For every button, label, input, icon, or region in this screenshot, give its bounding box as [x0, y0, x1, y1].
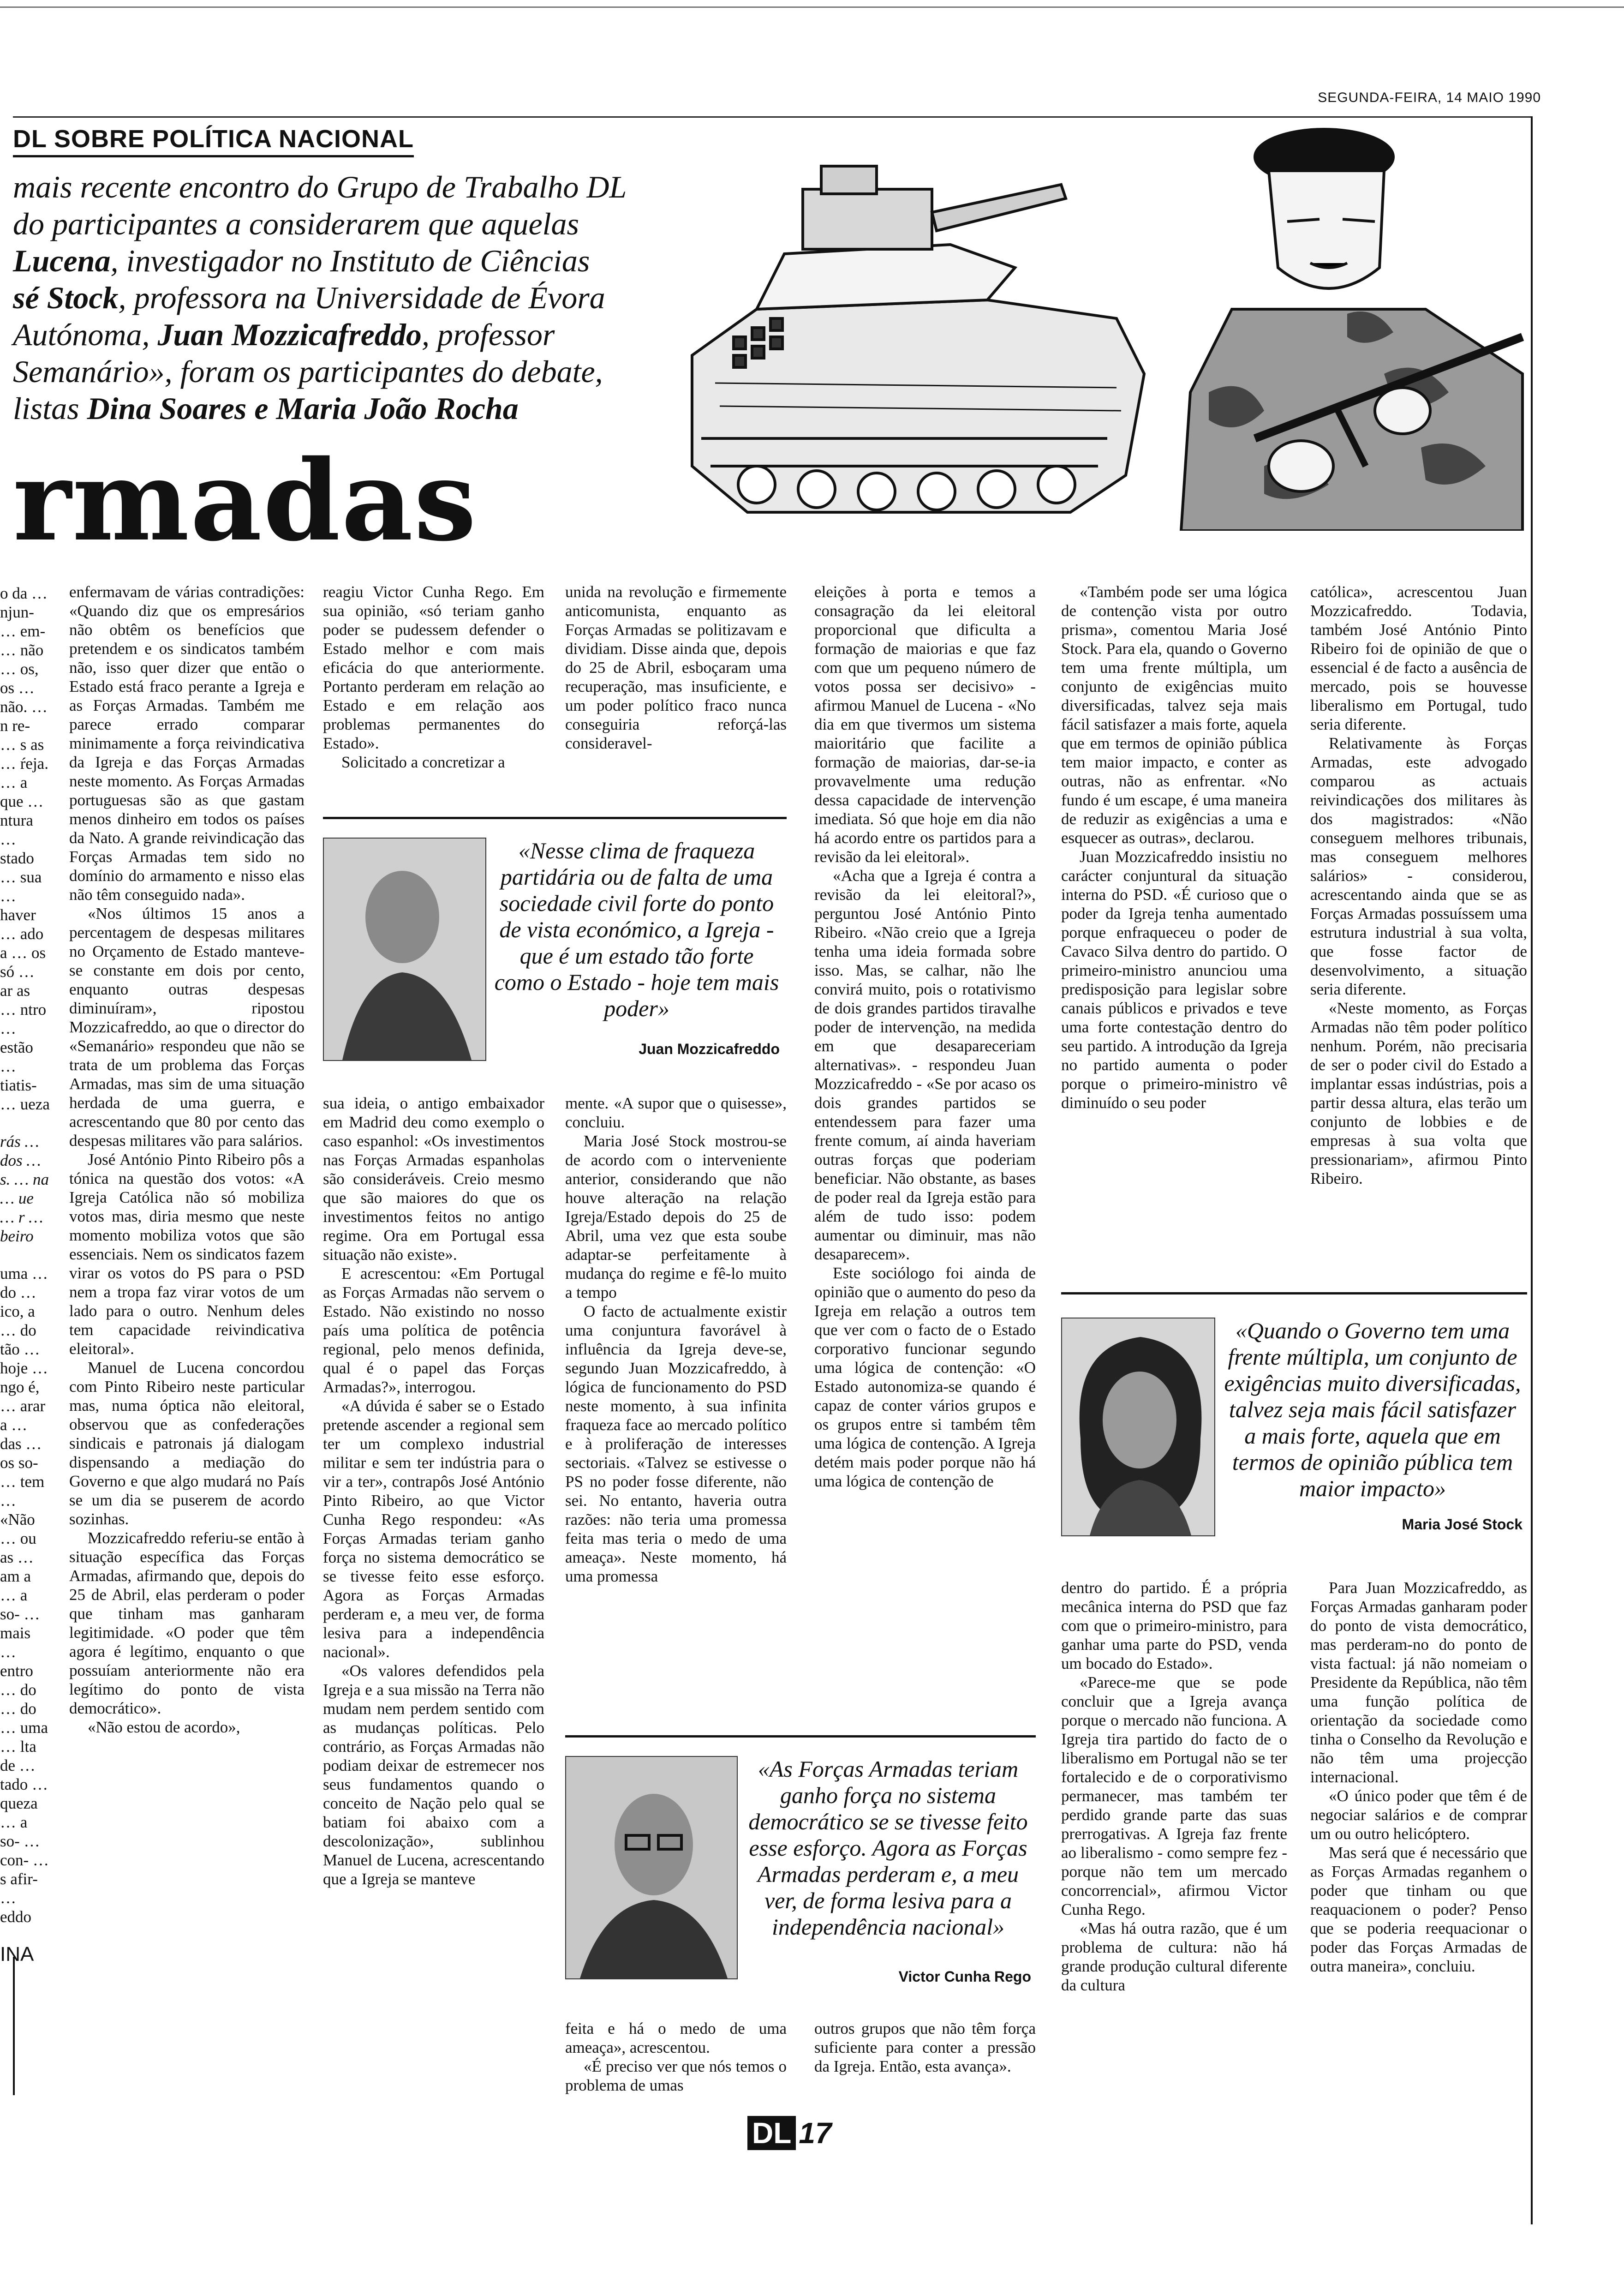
standfirst-line: Autónoma, Juan Mozzicafreddo, professor [13, 317, 555, 352]
article-column-5: «Também pode ser uma lógica de contenção vista por outro prisma», comentou Maria José Stock. Para ela, quando o Governo tem uma frente múltipla, um conjunto de exigências muito diversificadas, talvez seja mais fácil satisfazer a mais forte, aquela que em termos de opinião pública tem maior impacto, e conter as outras, não as enfrentar. «No fundo é um escape, é uma maneira de reduzir as exigências a uma e esquecer as outras», declarou. Juan Mozzicafreddo insistiu no carácter conjuntural da situação interna do PSD. «É curioso que o poder da Igreja tenha aumentado porque enfraqueceu o poder de Cavaco Silva dentro do partido. O primeiro-ministro anunciou uma predisposição para legislar sobre canais públicos e privados e teve uma forte contestação dentro do seu partido. A introdução da Igreja no partido aumenta o poder porque o primeiro-ministro vê diminuído o seu poder [1061, 583, 1287, 1112]
standfirst-line: sé Stock, professora na Universidade de Évora [13, 280, 605, 315]
article-column-5-bottom: dentro do partido. É a própria mecânica interna do PSD que faz com que o primeiro-ministro, para ganhar uma parte do PSD, venda um bocado do Estado». «Parece-me que se pode concluir que a Igreja avança porque o mercado não funciona. A Igreja tira partido do facto de o liberalismo em Portugal não se ter fortalecido e de o corporativismo permanecer, mas também ter perdido grande parte das suas prerrogativas. A Igreja faz frente ao liberalismo - como sempre fez - porque não tem um mercado concorrencial», afirmou Victor Cunha Rego. «Mas há outra razão, que é um problema de cultura: não há grande produção cultural diferente da cultura [1061, 1579, 1287, 1994]
standfirst-line: listas Dina Soares e Maria João Rocha [13, 391, 519, 426]
standfirst-line: do participantes a considerarem que aquelas [13, 206, 579, 241]
article-column-1: enfermavam de várias contradições: «Quando diz que os empresários não obtêm os benefícios que pretendem e os sindicatos também não, isso quer dizer que então o Estado está fraco perante a Igreja e as Forças Armadas. Também me parece errado comparar minimamente a força reivindicativa da Igreja e das Forças Armadas neste momento. As Forças Armadas portuguesas são as que gastam menos dinheiro em todos os países da Nato. A grande reivindicação das Forças Armadas tem sido no domínio do armamento e nisso elas não têm conseguido nada». «Nos últimos 15 anos a percentagem de despesas militares no Orçamento de Estado manteve-se constante em dois por cento, enquanto outras despesas diminuíram», ripostou Mozzicafreddo, ao que o director do «Semanário» respondeu que não se trata de um problema das Forças Armadas, mas sim de uma situação herdada de uma guerra, e acrescentando que 80 por cento das despesas militares vão para salários. José António Pinto Ribeiro pôs a tónica na questão dos votos: «A Igreja Católica não só mobiliza votos mas, diria mesmo que neste momento mobiliza votos que são essenciais. Nem os sindicatos fazem virar os votos do PS para o PSD nem a tropa faz virar votos de um lado para o outro. Nenhum deles tem capacidade reivindicativa eleitoral». Manuel de Lucena concordou com Pinto Ribeiro neste particular mas, numa óptica não eleitoral, observou que as confederações sindicais e patronais já dialogam dispensando a mediação do Governo e que algo mudará no País se um dia se puserem de acordo sozinhas. Mozzicafreddo referiu-se então à situação específica das Forças Armadas, afirmando que, depois do 25 de Abril, elas perderam o poder que tinham mas ganharam legitimidade. «O poder que têm agora é legítimo, enquanto o que possuíam anteriormente não era legítimo do ponto de vista democrático». «Não estou de acordo», [69, 583, 304, 1736]
column-cut-left: o da … njun- … em- … não … os, os … não. … n re- … s as … ŕeja. … a que … ntura … stado … sua … haver … ado a … os só … ar as … ntro … estão … tiatis- … ueza rás … dos … s. … na … ue … r … beiro uma … do … ico, a … do tão … hoje … ngo é, … arar a … das … os so- … tem … «Não … ou as … am a … a so- … mais … entro … do … do … uma … lta de … tado … queza … a so- … con- … s afir- … eddo INA [0, 584, 50, 1965]
portrait-photo [1061, 1318, 1215, 1536]
article-column-6-bottom: Para Juan Mozzicafreddo, as Forças Armadas ganharam poder do ponto de vista democrático, mas perderam-no do ponto de vista factual: já não nomeiam o Presidente da República, não têm uma função política de orientação da sociedade como tinha o Conselho da Revolução e não têm uma projecção internacional. «O único poder que têm é de negociar salários e de comprar um ou outro helicóptero. Mas será que é necessário que as Forças Armadas reganhem o poder que tinham ou que reaquacionem o poder? Penso que se poderia reequacionar o poder das Forças Armadas de outra maneira», concluiu. [1310, 1579, 1527, 1975]
tank-soldier-illustration [664, 115, 1532, 531]
pullquote-byline: Maria José Stock [1402, 1516, 1522, 1533]
article-column-4: eleições à porta e temos a consagração da lei eleitoral proporcional que dificulta a formação de maiorias e que faz com que um pequeno número de votos possa ser decisivo» - afirmou Manuel de Lucena - «No dia em que tivermos um sistema maioritário que facilite a formação de maiorias, dar-se-ia provavelmente uma redução dessa capacidade de intervenção imediata. Só que hoje em dia não há acordo entre os partidos para a revisão da lei eleitoral». «Acha que a Igreja é contra a revisão da lei eleitoral?», perguntou José António Pinto Ribeiro. «Não creio que a Igreja tenha uma ideia formada sobre isso. Mas, se calhar, não lhe convirá muito, pois o rotativismo de dois grandes partidos tiravalhe poder de intervenção, na medida em que desapareceriam alternativas». - respondeu Juan Mozzicafreddo - «Se por acaso os dois grandes partidos se entendessem para fazer uma frente comum, aí ainda haveriam outras forças que poderiam beneficiar. Não obstante, as bases de poder real da Igreja estão para além de tudo isso: podem aumentar ou diminuir, mas não desaparecem». Este sociólogo foi ainda de opinião que o aumento do peso da Igreja em relação a outros tem que ver com o facto de o Estado corporativo funcionar segundo uma lógica de contenção: «O Estado autonomiza-se quando é capaz de conter vários grupos e os grupos entre si também têm uma lógica de contenção. A Igreja detém mais poder porque não há uma lógica de contenção de [814, 583, 1036, 1490]
pullquote-text: «Nesse clima de fraqueza partidária ou de falta de uma sociedade civil forte do ponto de vista económico, a Igreja - que é um estado tão forte como o Estado - hoje tem mais poder» [494, 838, 779, 1021]
standfirst-line: Semanário», foram os participantes do debate, [13, 354, 603, 389]
standfirst-line: Lucena, investigador no Instituto de Ciências [13, 243, 590, 278]
tank-drawing [692, 166, 1144, 512]
portrait-figure [1062, 1318, 1214, 1535]
soldier-drawing [1181, 129, 1522, 531]
portrait-figure [324, 839, 485, 1060]
page-folio [747, 2116, 832, 2150]
headline: rmadas [13, 436, 478, 566]
article-column-3-middle: mente. «A supor que o quisesse», concluiu. Maria José Stock mostrou-se de acordo com o interveniente anterior, considerando que não houve alteração na relação Igreja/Estado depois do 25 de Abril, uma vez que esta soube adaptar-se perfeitamente à mudança do regime e fê-lo muito a tempo O facto de actualmente existir uma conjuntura favorável à influência da Igreja deve-se, segundo Juan Mozzicafreddo, à lógica de funcionamento do PSD neste momento, à sua infinita fraqueza face ao mercado político e à proliferação de interesses sectoriais. «Talvez se estivesse o PS no poder fosse diferente, não sei. No entanto, haveria outra razões: não teria uma promessa feita mas teria o medo de uma ameaça». Neste momento, há uma promessa [565, 1094, 787, 1585]
article-column-2-top: reagiu Victor Cunha Rego. Em sua opinião, «só teriam ganho poder se pudessem defender o Estado melhor e com mais eficácia do que anteriormente. Portanto perderam em relação ao Estado e em relação aos problemas permanentes do Estado». Solicitado a concretizar a [323, 583, 544, 771]
section-title: DL SOBRE POLÍTICA NACIONAL [13, 125, 414, 157]
page-number: 17 [799, 2116, 832, 2150]
portrait-figure [566, 1757, 737, 1978]
article-column-3-bottom: feita e há o medo de uma ameaça», acrescentou. «É preciso ver que nós temos o problema de umas [565, 2019, 787, 2094]
article-column-6: católica», acrescentou Juan Mozzicafreddo. Todavia, também José António Pinto Ribeiro foi de opinião de que o essencial é de facto a ausência de mercado, pois se houvesse liberalismo em Portugal, tudo seria diferente. Relativamente às Forças Armadas, este advogado comparou as actuais reivindicações dos militares às dos magistrados: «Não conseguem melhores tribunais, mas conseguem melhores salários» - considerou, acrescentando ainda que se as Forças Armadas possuíssem uma estrutura industrial à sua volta, que fosse factor de desenvolvimento, a situação seria diferente. «Neste momento, as Forças Armadas não têm poder político nenhum. Porém, não precisaria de ser o poder civil do Estado a implantar essas indústrias, pois a partir dessa altura, elas terão um conjunto de lobbies e de empresas à sua volta que pressionariam», afirmou Pinto Ribeiro. [1310, 583, 1527, 1187]
portrait-photo [323, 838, 486, 1061]
pullquote-byline: Victor Cunha Rego [898, 1968, 1031, 1985]
standfirst [13, 168, 779, 427]
pullquote-text: «Quando o Governo tem uma frente múltipla, um conjunto de exigências muito diversificadas, talvez seja mais fácil satisfazer a mais forte, aquela que em termos de opinião pública tem maior impacto» [1224, 1318, 1521, 1501]
pullquote-byline: Juan Mozzicafreddo [639, 1041, 780, 1057]
article-column-4-bottom: outros grupos que não têm força suficiente para conter a pressão da Igreja. Então, esta avança». [814, 2019, 1036, 2075]
pullquote-box-3 [565, 1735, 1036, 2010]
top-scan-edge [0, 0, 1624, 8]
standfirst-line: mais recente encontro do Grupo de Trabalho DL [13, 169, 627, 204]
article-column-2-middle: sua ideia, o antigo embaixador em Madrid deu como exemplo o caso espanhol: «Os investimentos nas Forças Armadas espanholas são consideráveis. Creio mesmo que são maiores do que os investimentos feitos no antigo regime. Ora em Portugal essa situação não existe». E acrescentou: «Em Portugal as Forças Armadas não servem o Estado. Não existindo no nosso país uma política de potência regional, pelo menos definida, qual é o papel das Forças Armadas?», interrogou. «A dúvida é saber se o Estado pretende ascender a regional sem ter um complexo industrial militar e sem ter indústria para o vir a ter», contrapôs José António Pinto Ribeiro, ao que Victor Cunha Rego respondeu: «As Forças Armadas teriam ganho força no sistema democrático se se tivesse feito esse esforço. Agora as Forças Armadas perderam e, a meu ver, de forma lesiva para a independência nacional». «Os valores defendidos pela Igreja e a sua missão na Terra não mudam nem perdem sentido com as mudanças políticas. Pelo contrário, as Forças Armadas não podiam deixar de estremecer nos seus fundamentos quando o conceito de Nação pelo qual se batiam foi abaixo com a descolonização», sublinhou Manuel de Lucena, acrescentando que a Igreja se manteve [323, 1094, 544, 1888]
pullquote-box-2 [1061, 1292, 1527, 1567]
pullquote-text: «As Forças Armadas teriam ganho força no sistema democrático se se tivesse feito esse esforço. Agora as Forças Armadas perderam e, a meu ver, de forma lesiva para a independência nacional» [748, 1756, 1028, 1940]
dl-logo: DL [747, 2116, 796, 2150]
pullquote-box-1 [323, 817, 787, 1078]
portrait-photo [565, 1756, 738, 1979]
article-column-3-top: unida na revolução e firmemente anticomunista, enquanto as Forças Armadas se politizavam e dividiam. Disse ainda que, depois do 25 de Abril, esboçaram uma recuperação, mas insuficiente, e um poder político fraco nunca conseguiria reforçá-las consideravel- [565, 583, 787, 752]
left-frame-rule [13, 1957, 15, 2095]
dateline: SEGUNDA-FEIRA, 14 MAIO 1990 [1318, 90, 1541, 105]
